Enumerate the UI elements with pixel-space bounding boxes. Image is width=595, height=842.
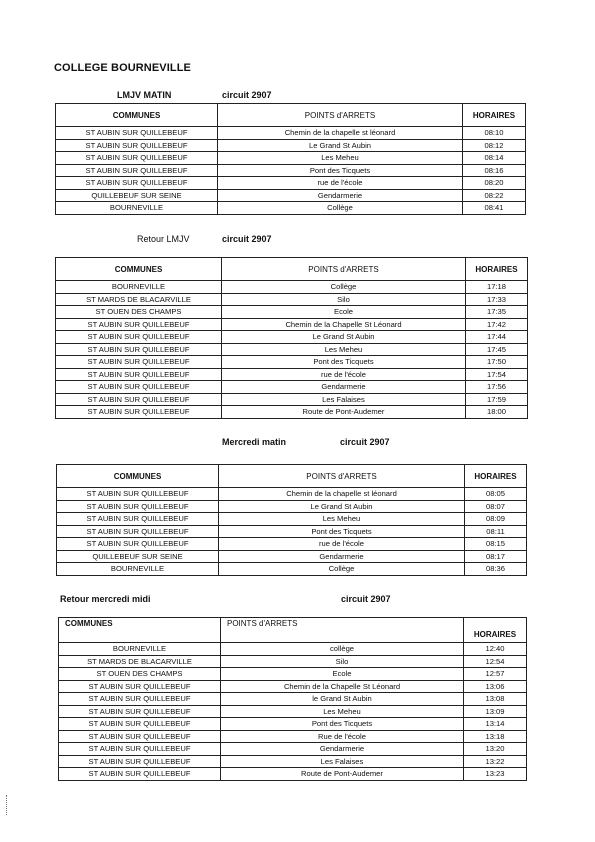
cell-point-arret: Ecole [222, 306, 466, 319]
cell-commune: ST AUBIN SUR QUILLEBEUF [57, 500, 219, 513]
cell-point-arret: Les Meheu [218, 152, 463, 165]
cell-horaire: 08:10 [463, 127, 526, 140]
section-label: Mercredi matin [222, 437, 287, 447]
section-circuit: circuit 2907 [222, 90, 272, 100]
cell-point-arret: Ecole [221, 668, 464, 681]
cell-commune: ST OUEN DES CHAMPS [56, 306, 222, 319]
cell-horaire: 08:12 [463, 139, 526, 152]
cell-commune: ST AUBIN SUR QUILLEBEUF [56, 343, 222, 356]
cell-commune: ST MARDS DE BLACARVILLE [56, 293, 222, 306]
cell-commune: ST AUBIN SUR QUILLEBEUF [56, 164, 218, 177]
table-row [56, 189, 526, 202]
cell-point-arret: Route de Pont-Audemer [222, 406, 466, 419]
table-row [59, 693, 527, 706]
table-row [56, 356, 528, 369]
cell-commune: BOURNEVILLE [56, 281, 222, 294]
table-row [59, 680, 527, 693]
header-points: POINTS d'ARRETS [222, 258, 466, 281]
cell-commune: ST AUBIN SUR QUILLEBEUF [59, 743, 221, 756]
table-row [59, 705, 527, 718]
table-row [59, 768, 527, 781]
table-row [56, 127, 526, 140]
cell-horaire: 12:40 [464, 643, 527, 656]
page-title: COLLEGE BOURNEVILLE [54, 62, 191, 74]
header-points: POINTS d'ARRETS [218, 104, 463, 127]
table-row [59, 743, 527, 756]
header-horaires: HORAIRES [465, 465, 527, 488]
cell-horaire: 17:33 [466, 293, 528, 306]
header-communes: COMMUNES [56, 104, 218, 127]
cell-commune: ST AUBIN SUR QUILLEBEUF [56, 127, 218, 140]
section-label: Retour LMJV [137, 234, 190, 244]
section-label: LMJV MATIN [117, 90, 172, 100]
section-circuit: circuit 2907 [341, 594, 391, 604]
cell-horaire: 08:17 [465, 550, 527, 563]
cell-point-arret: Rue de l'école [221, 730, 464, 743]
table-row [56, 381, 528, 394]
cell-point-arret: rue de l'école [218, 177, 463, 190]
table-row [57, 513, 527, 526]
cell-commune: ST AUBIN SUR QUILLEBEUF [56, 393, 222, 406]
cell-horaire: 08:20 [463, 177, 526, 190]
cell-horaire: 08:14 [463, 152, 526, 165]
header-communes: COMMUNES [59, 618, 221, 643]
cell-horaire: 08:41 [463, 202, 526, 215]
cell-commune: ST MARDS DE BLACARVILLE [59, 655, 221, 668]
cell-commune: ST AUBIN SUR QUILLEBEUF [59, 718, 221, 731]
table-row [56, 293, 528, 306]
table-row [56, 343, 528, 356]
table-row [56, 306, 528, 319]
table-row [59, 718, 527, 731]
table-row [56, 202, 526, 215]
cell-commune: ST AUBIN SUR QUILLEBEUF [56, 356, 222, 369]
cell-horaire: 08:16 [463, 164, 526, 177]
cell-horaire: 17:35 [466, 306, 528, 319]
cell-commune: QUILLEBEUF SUR SEINE [57, 550, 219, 563]
cell-commune: BOURNEVILLE [56, 202, 218, 215]
cell-horaire: 08:09 [465, 513, 527, 526]
cell-point-arret: Le Grand St Aubin [218, 139, 463, 152]
cell-point-arret: Gendarmerie [221, 743, 464, 756]
cell-horaire: 17:44 [466, 331, 528, 344]
cell-commune: ST AUBIN SUR QUILLEBEUF [59, 768, 221, 781]
section-circuit: circuit 2907 [340, 437, 390, 447]
cell-point-arret: le Grand St Aubin [221, 693, 464, 706]
cell-point-arret: Le Grand St Aubin [222, 331, 466, 344]
cell-horaire: 08:15 [465, 538, 527, 551]
cell-horaire: 17:54 [466, 368, 528, 381]
cell-point-arret: Les Meheu [222, 343, 466, 356]
cell-point-arret: Chemin de la Chapelle St Léonard [221, 680, 464, 693]
cell-horaire: 13:18 [464, 730, 527, 743]
cell-point-arret: Chemin de la chapelle st léonard [219, 488, 465, 501]
cell-point-arret: Collège [222, 281, 466, 294]
cell-horaire: 17:18 [466, 281, 528, 294]
header-points: POINTS d'ARRETS [219, 465, 465, 488]
cell-horaire: 13:08 [464, 693, 527, 706]
cell-commune: BOURNEVILLE [57, 563, 219, 576]
cell-commune: ST AUBIN SUR QUILLEBEUF [57, 488, 219, 501]
cell-point-arret: collège [221, 643, 464, 656]
cell-commune: ST AUBIN SUR QUILLEBEUF [56, 406, 222, 419]
cell-point-arret: Gendarmerie [218, 189, 463, 202]
cell-point-arret: Route de Pont-Audemer [221, 768, 464, 781]
cell-commune: ST OUEN DES CHAMPS [59, 668, 221, 681]
cell-commune: ST AUBIN SUR QUILLEBEUF [59, 705, 221, 718]
cell-commune: QUILLEBEUF SUR SEINE [56, 189, 218, 202]
cell-commune: ST AUBIN SUR QUILLEBEUF [56, 177, 218, 190]
cell-horaire: 13:14 [464, 718, 527, 731]
cell-horaire: 17:42 [466, 318, 528, 331]
cell-commune: ST AUBIN SUR QUILLEBEUF [56, 368, 222, 381]
table-row [59, 668, 527, 681]
cell-commune: ST AUBIN SUR QUILLEBEUF [59, 755, 221, 768]
cell-horaire: 08:11 [465, 525, 527, 538]
header-horaires: HORAIRES [466, 258, 528, 281]
cell-horaire: 13:06 [464, 680, 527, 693]
cell-commune: BOURNEVILLE [59, 643, 221, 656]
schedule-table-retour-mercredi-midi [58, 617, 527, 781]
cell-point-arret: Les Falaises [222, 393, 466, 406]
section-label: Retour mercredi midi [60, 594, 151, 604]
cell-point-arret: Gendarmerie [222, 381, 466, 394]
margin-mark [6, 795, 8, 815]
cell-point-arret: Les Meheu [221, 705, 464, 718]
schedule-table-lmjv-matin [55, 103, 526, 215]
cell-commune: ST AUBIN SUR QUILLEBEUF [57, 538, 219, 551]
header-horaires: HORAIRES [463, 104, 526, 127]
cell-point-arret: Pont des Ticquets [222, 356, 466, 369]
cell-point-arret: Le Grand St Aubin [219, 500, 465, 513]
cell-horaire: 13:09 [464, 705, 527, 718]
table-row [57, 563, 527, 576]
cell-horaire: 12:57 [464, 668, 527, 681]
cell-commune: ST AUBIN SUR QUILLEBEUF [57, 513, 219, 526]
cell-point-arret: Silo [221, 655, 464, 668]
cell-commune: ST AUBIN SUR QUILLEBEUF [56, 139, 218, 152]
cell-horaire: 17:50 [466, 356, 528, 369]
cell-point-arret: rue de l'école [219, 538, 465, 551]
table-row [57, 525, 527, 538]
cell-horaire: 17:56 [466, 381, 528, 394]
cell-horaire: 12:54 [464, 655, 527, 668]
cell-point-arret: Gendarmerie [219, 550, 465, 563]
cell-point-arret: Les Meheu [219, 513, 465, 526]
cell-point-arret: Collège [218, 202, 463, 215]
section-circuit: circuit 2907 [222, 234, 272, 244]
cell-commune: ST AUBIN SUR QUILLEBEUF [56, 381, 222, 394]
table-row [59, 655, 527, 668]
table-row [59, 643, 527, 656]
table-row [56, 177, 526, 190]
cell-horaire: 08:36 [465, 563, 527, 576]
cell-horaire: 08:07 [465, 500, 527, 513]
cell-commune: ST AUBIN SUR QUILLEBEUF [57, 525, 219, 538]
header-horaires: HORAIRES [464, 618, 527, 643]
table-row [59, 755, 527, 768]
cell-point-arret: Pont des Ticquets [219, 525, 465, 538]
cell-point-arret: Silo [222, 293, 466, 306]
header-communes: COMMUNES [57, 465, 219, 488]
cell-horaire: 08:22 [463, 189, 526, 202]
cell-commune: ST AUBIN SUR QUILLEBEUF [59, 680, 221, 693]
cell-horaire: 17:59 [466, 393, 528, 406]
cell-point-arret: Chemin de la Chapelle St Léonard [222, 318, 466, 331]
table-row [56, 318, 528, 331]
table-row [56, 139, 526, 152]
header-communes: COMMUNES [56, 258, 222, 281]
table-row [56, 368, 528, 381]
table-row [56, 331, 528, 344]
table-row [56, 152, 526, 165]
table-row [59, 730, 527, 743]
cell-commune: ST AUBIN SUR QUILLEBEUF [59, 693, 221, 706]
cell-point-arret: Collège [219, 563, 465, 576]
cell-commune: ST AUBIN SUR QUILLEBEUF [56, 318, 222, 331]
cell-commune: ST AUBIN SUR QUILLEBEUF [59, 730, 221, 743]
table-row [57, 488, 527, 501]
schedule-table-retour-lmjv [55, 257, 528, 419]
cell-commune: ST AUBIN SUR QUILLEBEUF [56, 152, 218, 165]
cell-point-arret: rue de l'école [222, 368, 466, 381]
table-row [56, 406, 528, 419]
cell-horaire: 17:45 [466, 343, 528, 356]
table-row [57, 538, 527, 551]
cell-point-arret: Les Falaises [221, 755, 464, 768]
cell-point-arret: Chemin de la chapelle st léonard [218, 127, 463, 140]
cell-horaire: 18:00 [466, 406, 528, 419]
cell-horaire: 08:05 [465, 488, 527, 501]
cell-commune: ST AUBIN SUR QUILLEBEUF [56, 331, 222, 344]
schedule-table-mercredi-matin [56, 464, 527, 576]
table-row [57, 550, 527, 563]
cell-horaire: 13:20 [464, 743, 527, 756]
cell-horaire: 13:23 [464, 768, 527, 781]
table-row [57, 500, 527, 513]
cell-point-arret: Pont des Ticquets [221, 718, 464, 731]
header-points: POINTS d'ARRETS [221, 618, 464, 643]
cell-horaire: 13:22 [464, 755, 527, 768]
cell-point-arret: Pont des Ticquets [218, 164, 463, 177]
table-row [56, 164, 526, 177]
table-row [56, 393, 528, 406]
table-row [56, 281, 528, 294]
